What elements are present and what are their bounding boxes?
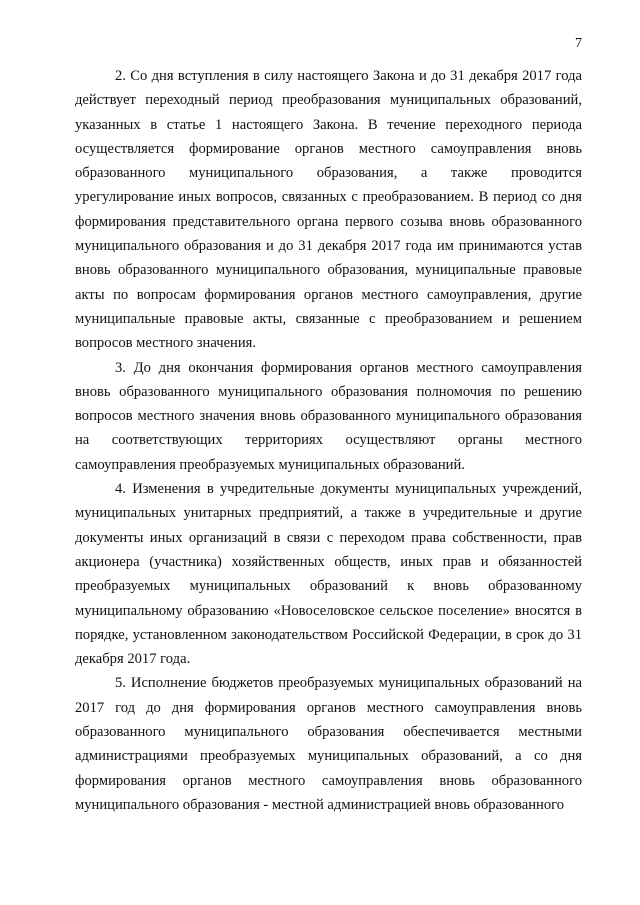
- page-number: 7: [575, 36, 582, 51]
- paragraph-2: 2. Со дня вступления в силу настоящего Закона и до 31 декабря 2017 года действует переходный период преобразования муниципальных образований, указанных в статье 1 настоящего Закона. В течение переходного периода осуществляется формирование органов местного самоуправления вновь образованного муниципального образования, а также проводится урегулирование иных вопросов, связанных с преобразованием. В период со дня формирования представительного органа первого созыва вновь образованного муниципального образования и до 31 декабря 2017 года им принимаются устав вновь образованного муниципального образования, муниципальные правовые акты по вопросам формирования органов местного самоуправления, другие муниципальные правовые акты, связанные с преобразованием и решением вопросов местного значения.: [75, 68, 582, 352]
- document-body: [75, 64, 582, 817]
- paragraph-5: 5. Исполнение бюджетов преобразуемых муниципальных образований на 2017 год до дня формирования органов местного самоуправления вновь образованного муниципального образования обеспечивается местными администрациями преобразуемых муниципальных образований, а со дня формирования органов местного самоуправления вновь образованного муниципального образования - местной администрацией вновь образованного: [75, 675, 582, 813]
- paragraph-3: 3. До дня окончания формирования органов местного самоуправления вновь образованного муниципального образования полномочия по решению вопросов местного значения вновь образованного муниципального образования на соответствующих территориях осуществляют органы местного самоуправления преобразуемых муниципальных образований.: [75, 359, 582, 473]
- paragraph-4: 4. Изменения в учредительные документы муниципальных учреждений, муниципальных унитарных предприятий, а также в учредительные и другие документы иных организаций в связи с переходом права собственности, прав акционера (участника) хозяйственных обществ, иных прав и обязанностей преобразуемых муниципальных образований к вновь образованному муниципальному образованию «Новоселовское сельское поселение» вносятся в порядке, установленном законодательством Российской Федерации, в срок до 31 декабря 2017 года.: [75, 481, 582, 668]
